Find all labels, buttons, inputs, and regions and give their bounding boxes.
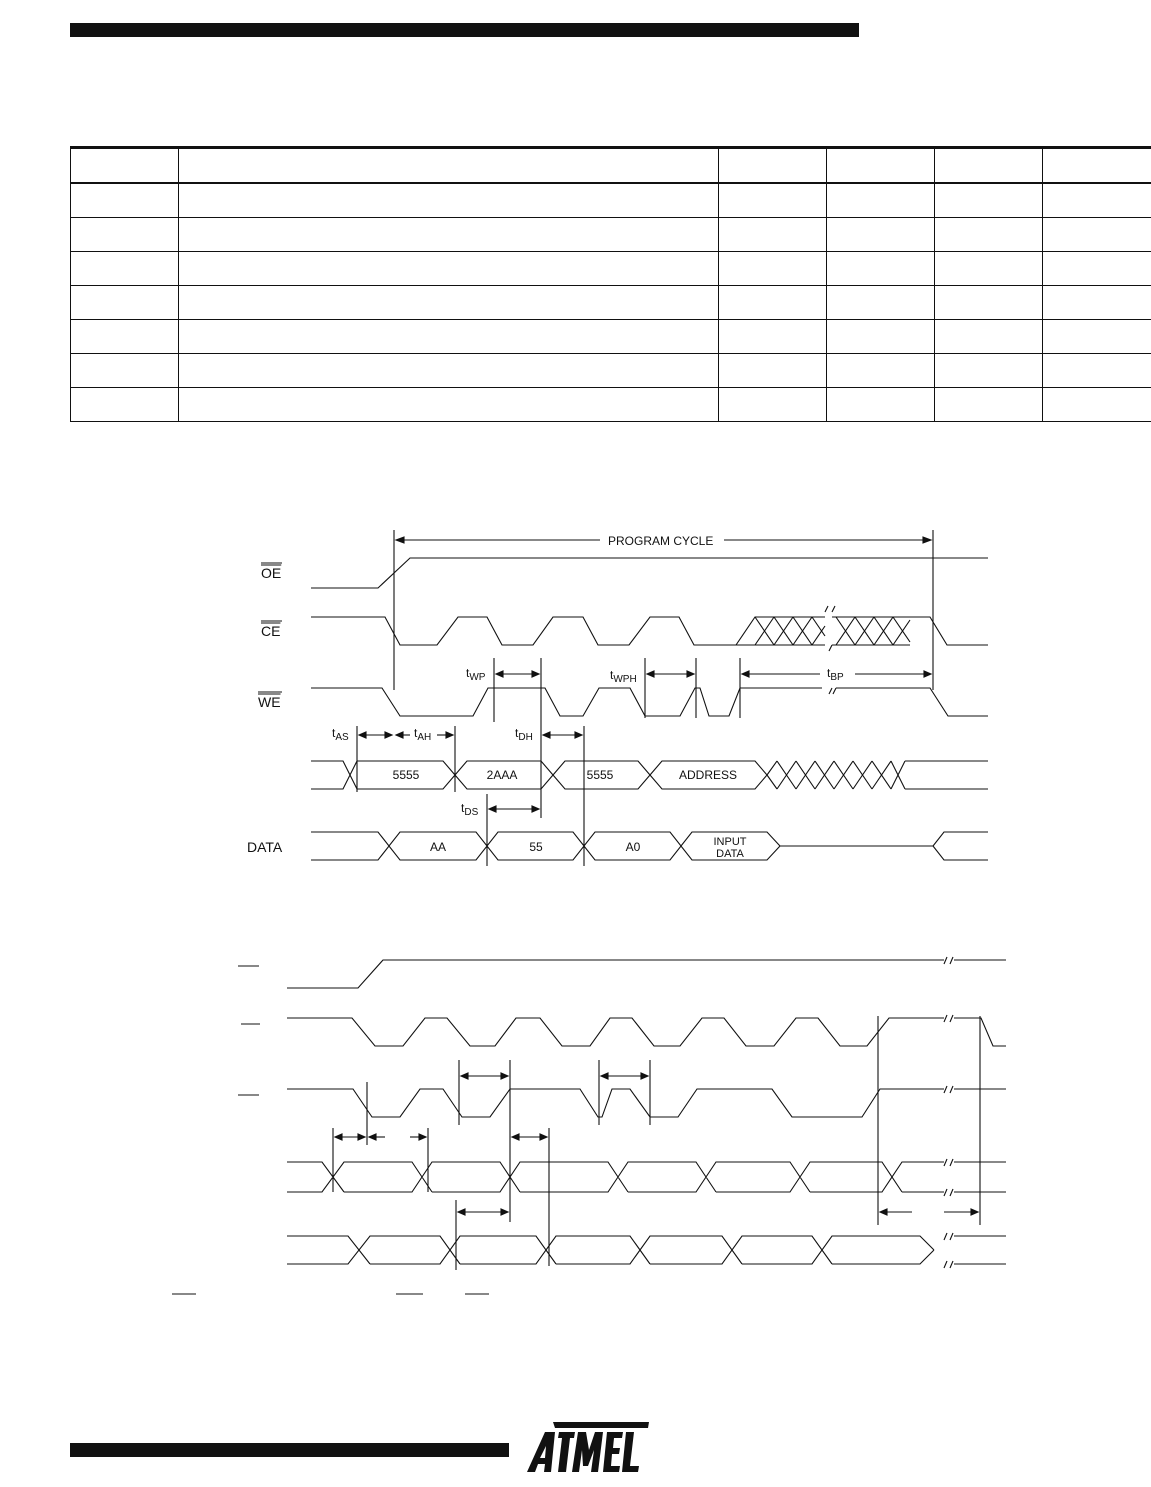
program-cycle-label: PROGRAM CYCLE	[608, 534, 714, 548]
t-bp-label: $t_{BP}$	[827, 666, 844, 683]
data-value: 55	[529, 840, 543, 854]
t-ah-label: $t_{AH}$	[414, 726, 432, 743]
ce-signal-label: CE	[261, 623, 281, 639]
data-value: INPUT	[713, 836, 747, 848]
t-ds-label: $t_{DS}$	[461, 801, 479, 818]
address-value: ADDRESS	[678, 768, 738, 782]
t-wp-label: $t_{WP}$	[466, 666, 486, 683]
data-value: DATA	[716, 848, 744, 860]
data-value: AA	[429, 840, 447, 854]
t-dh-label: $t_{DH}$	[515, 726, 533, 743]
address-value: 5555	[586, 768, 614, 782]
t-as-label: $t_{AS}$	[332, 726, 349, 743]
oe-signal-label: OE	[261, 565, 282, 581]
footer-rule	[70, 1443, 509, 1457]
we-signal-label: WE	[258, 694, 281, 710]
data-signal-label: DATA	[247, 839, 283, 855]
address-value: 2AAA	[486, 768, 518, 782]
atmel-logo	[525, 1420, 653, 1478]
data-value: A0	[625, 840, 641, 854]
t-wph-label: $t_{WPH}$	[610, 668, 637, 685]
address-value: 5555	[392, 768, 420, 782]
